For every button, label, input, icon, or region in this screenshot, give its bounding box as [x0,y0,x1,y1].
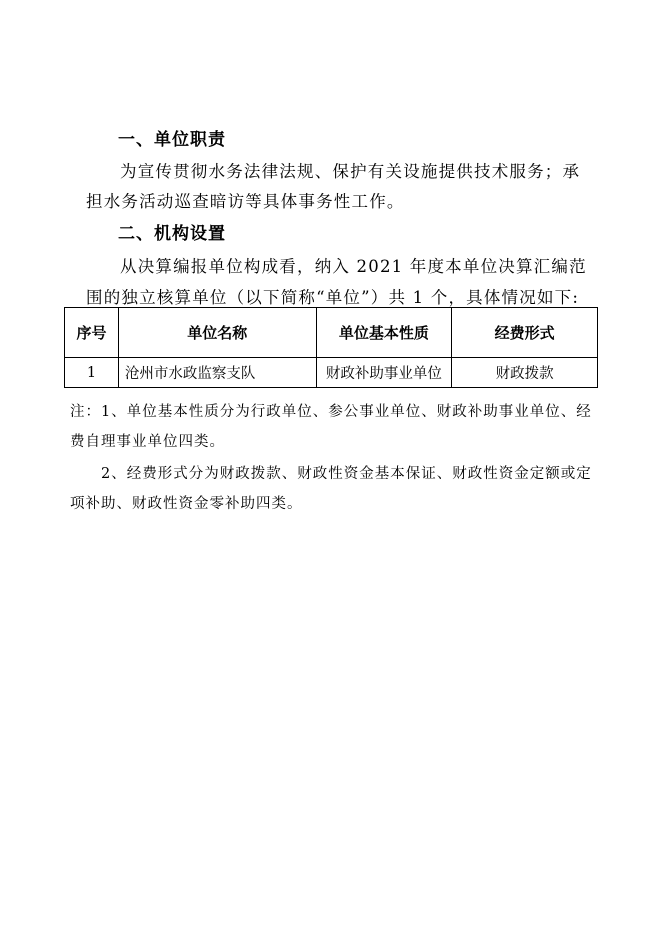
table-row [65,358,598,388]
cell-unit-nature: 财政补助事业单位 [316,358,452,388]
note-line-2: 费自理事业单位四类。 [70,434,225,450]
cell-unit-name: 沧州市水政监察支队 [118,358,316,388]
header-unit-nature: 单位基本性质 [316,308,452,358]
note-line-3: 2、经费形式分为财政拨款、财政性资金基本保证、财政性资金定额或定 [101,466,592,482]
note-line-1: 注：1、单位基本性质分为行政单位、参公事业单位、财政补助事业单位、经 [70,404,592,420]
org-paragraph-line-1: 从决算编报单位构成看，纳入 2021 年度本单位决算汇编范 [120,257,587,276]
header-serial-number: 序号 [65,308,119,358]
section-heading-org-setup: 二、机构设置 [118,224,226,244]
unit-table [64,307,598,388]
duties-paragraph-line-1: 为宣传贯彻水务法律法规、保护有关设施提供技术服务；承 [120,162,581,181]
table-header-row [65,308,598,358]
header-funding-form: 经费形式 [452,308,598,358]
header-unit-name: 单位名称 [118,308,316,358]
cell-serial-number: 1 [65,358,119,388]
cell-funding-form: 财政拨款 [452,358,598,388]
duties-paragraph-line-2: 担水务活动巡查暗访等具体事务性工作。 [86,192,405,211]
org-paragraph-line-2: 围的独立核算单位（以下简称“单位”）共 1 个，具体情况如下: [86,288,580,307]
note-line-4: 项补助、财政性资金零补助四类。 [70,496,303,512]
section-heading-unit-duties: 一、单位职责 [118,130,226,150]
